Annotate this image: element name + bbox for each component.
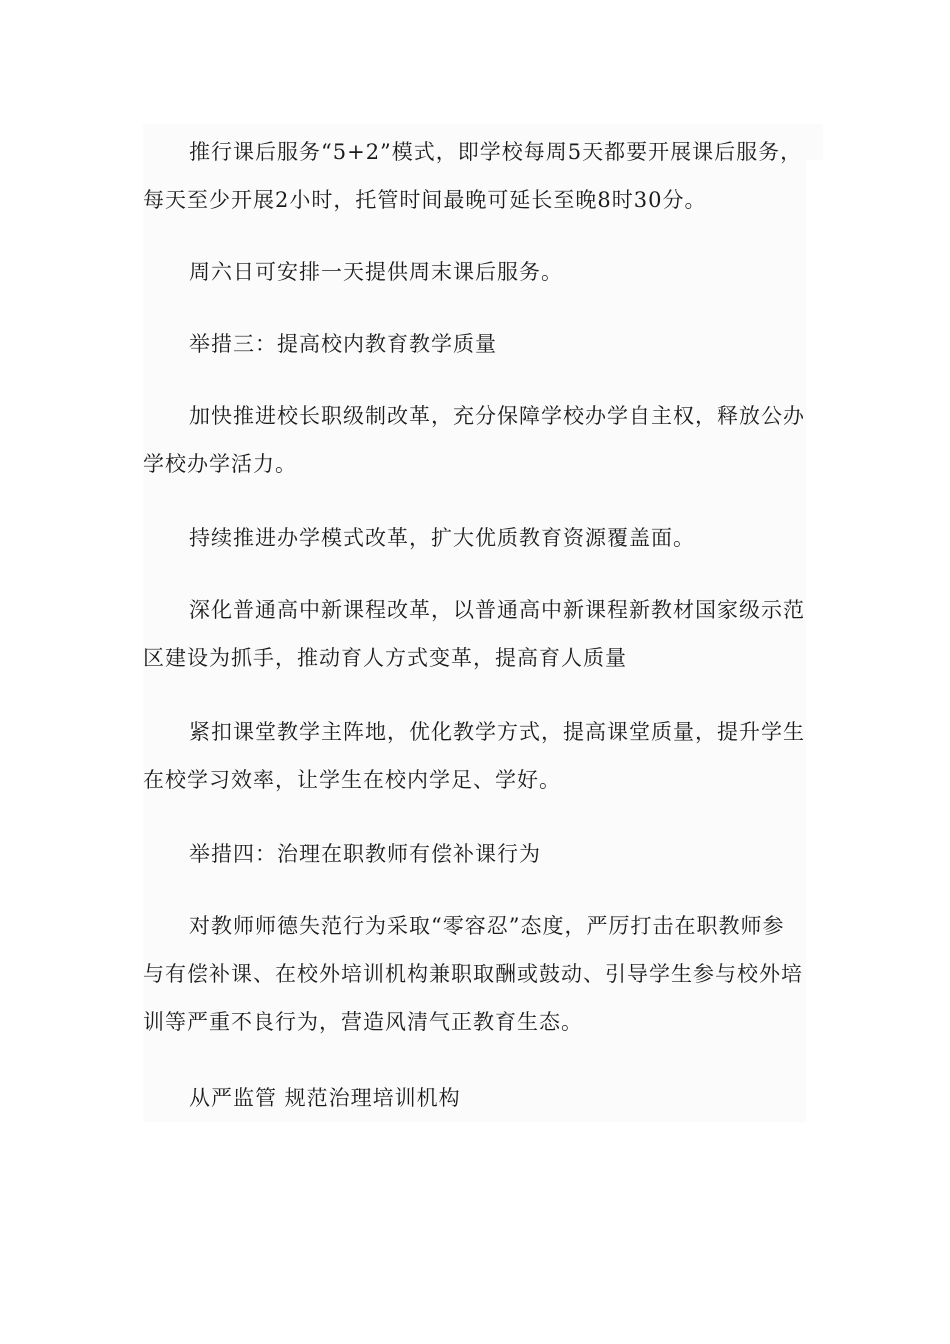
paragraph-principal-reform: 加快推进校长职级制改革，充分保障学校办学自主权，释放公办学校办学活力。 xyxy=(143,404,805,476)
paragraph-high-school-curriculum: 深化普通高中新课程改革，以普通高中新课程新教材国家级示范区建设为抓手，推动育人方式变革，提高育人质量 xyxy=(143,598,805,670)
heading-strict-supervision: 从严监管 规范治理培训机构 xyxy=(189,1086,461,1110)
text-block xyxy=(143,124,806,1122)
heading-measure-three: 举措三：提高校内教育教学质量 xyxy=(189,332,497,356)
paragraph-after-school-service-model: 推行课后服务“5+2”模式，即学校每周5天都要开展课后服务，每天至少开展2小时，托管时间最晚可延长至晚8时30分。 xyxy=(143,140,803,212)
heading-measure-four: 举措四：治理在职教师有偿补课行为 xyxy=(189,842,541,866)
paragraph-classroom-teaching: 紧扣课堂教学主阵地，优化教学方式，提高课堂质量，提升学生在校学习效率，让学生在校内学足、学好。 xyxy=(143,720,805,792)
paragraph-zero-tolerance: 对教师师德失范行为采取“零容忍”态度，严厉打击在职教师参与有偿补课、在校外培训机构兼职取酬或鼓动、引导学生参与校外培训等严重不良行为，营造风清气正教育生态。 xyxy=(143,914,803,1034)
paragraph-weekend-service: 周六日可安排一天提供周末课后服务。 xyxy=(189,260,563,284)
highlight-tab xyxy=(806,124,823,160)
paragraph-school-mode-reform: 持续推进办学模式改革，扩大优质教育资源覆盖面。 xyxy=(189,526,695,550)
